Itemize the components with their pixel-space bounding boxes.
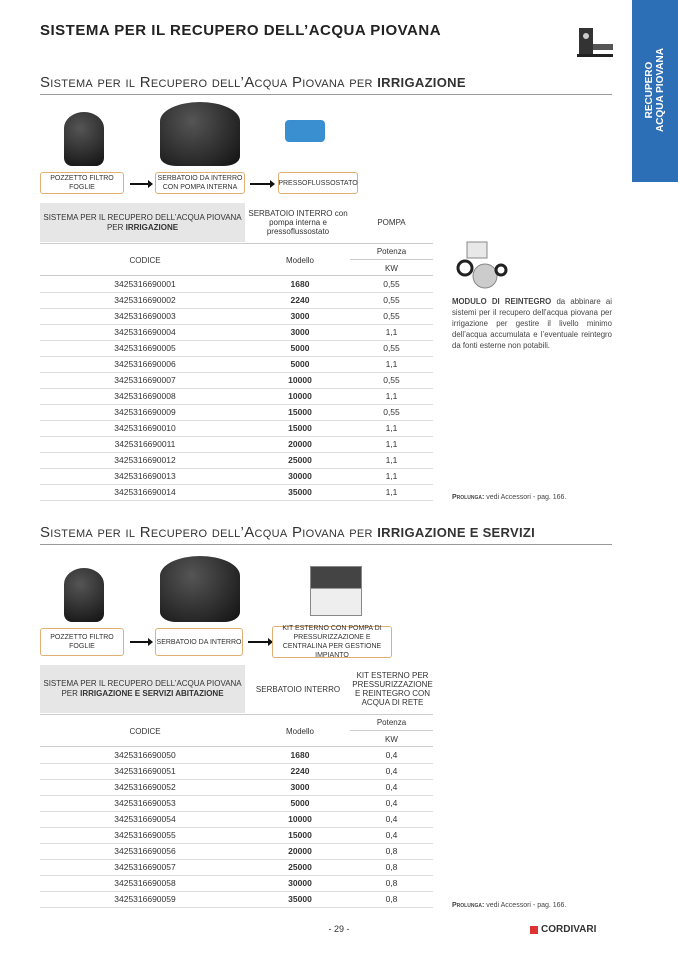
table-row (40, 747, 433, 763)
section-heading-irrigazione: Sistema per il Recupero dell’Acqua Piovana per IRRIGAZIONE (40, 74, 612, 95)
table-row (40, 468, 433, 484)
modello-header: Modello (285, 726, 314, 736)
prolunga-note-1: Prolunga: vedi Accessori - pag. 166. (452, 494, 567, 501)
modello-cell: 30000 (250, 875, 350, 891)
col-kit-header: KIT ESTERNO PER PRESSURIZZAZIONE E REINTEGRO CON ACQUA DI RETE (352, 671, 433, 707)
potenza-cell: 0,8 (350, 859, 433, 875)
page-number: - 29 - (328, 924, 350, 934)
modello-cell: 1680 (250, 276, 350, 292)
flow-step-2: SERBATOIO DA INTERRO (155, 628, 243, 656)
arrow-icon (130, 183, 150, 185)
unit-header: KW (385, 263, 398, 273)
potenza-cell: 1,1 (350, 420, 433, 436)
flow-step-2: SERBATOIO DA INTERRO CON POMPA INTERNA (155, 172, 245, 194)
codice-cell: 3425316690011 (40, 436, 250, 452)
codice-cell: 3425316690054 (40, 811, 250, 827)
codice-cell: 3425316690004 (40, 324, 250, 340)
codice-cell: 3425316690003 (40, 308, 250, 324)
page-title: SISTEMA PER IL RECUPERO DELL’ACQUA PIOVANA (40, 22, 442, 39)
codice-cell: 3425316690051 (40, 763, 250, 779)
potenza-header: Potenza (350, 244, 433, 260)
table-subheader (40, 243, 433, 276)
flow-step-1: POZZETTO FILTRO FOGLIE (40, 172, 124, 194)
codice-cell: 3425316690012 (40, 452, 250, 468)
modello-cell: 20000 (250, 436, 350, 452)
brand-logo (530, 924, 596, 935)
modello-cell: 15000 (250, 420, 350, 436)
modello-cell: 30000 (250, 468, 350, 484)
col-pompa-header: POMPA (377, 218, 406, 227)
table-row (40, 891, 433, 907)
codice-cell: 3425316690050 (40, 747, 250, 763)
potenza-cell: 1,1 (350, 388, 433, 404)
potenza-cell: 0,55 (350, 404, 433, 420)
arrow-icon (250, 183, 272, 185)
codice-cell: 3425316690058 (40, 875, 250, 891)
potenza-cell: 1,1 (350, 468, 433, 484)
table-row (40, 356, 433, 372)
codice-cell: 3425316690055 (40, 827, 250, 843)
filter-well-image (64, 568, 104, 622)
tab-line-1: RECUPERO (644, 61, 655, 119)
potenza-cell: 0,8 (350, 843, 433, 859)
tab-line-2: ACQUA PIOVANA (655, 48, 666, 132)
section-tab[interactable] (632, 0, 678, 182)
table-row (40, 875, 433, 891)
codice-cell: 3425316690053 (40, 795, 250, 811)
potenza-cell: 0,55 (350, 292, 433, 308)
potenza-cell: 0,55 (350, 308, 433, 324)
table-row (40, 843, 433, 859)
potenza-cell: 1,1 (350, 324, 433, 340)
table-subheader (40, 714, 433, 747)
modello-cell: 15000 (250, 827, 350, 843)
codice-cell: 3425316690057 (40, 859, 250, 875)
potenza-cell: 0,55 (350, 340, 433, 356)
modello-cell: 15000 (250, 404, 350, 420)
codice-cell: 3425316690009 (40, 404, 250, 420)
table-row (40, 388, 433, 404)
table-title: SISTEMA PER IL RECUPERO DELL’ACQUA PIOVANA PER IRRIGAZIONE (40, 203, 245, 242)
modello-cell: 10000 (250, 811, 350, 827)
table-row (40, 308, 433, 324)
potenza-cell: 1,1 (350, 484, 433, 500)
modello-cell: 10000 (250, 388, 350, 404)
modello-cell: 3000 (250, 779, 350, 795)
table-row (40, 859, 433, 875)
table-row (40, 779, 433, 795)
arrow-icon (130, 641, 150, 643)
col-serbatoio-header: SERBATOIO INTERRO (255, 684, 341, 694)
modello-cell: 1680 (250, 747, 350, 763)
modello-cell: 20000 (250, 843, 350, 859)
modello-cell: 5000 (250, 356, 350, 372)
modello-cell: 35000 (250, 484, 350, 500)
table-row (40, 340, 433, 356)
reintegro-module-image (455, 240, 510, 290)
prolunga-note-2: Prolunga: vedi Accessori - pag. 166. (452, 902, 567, 909)
arrow-icon (248, 641, 270, 643)
modello-cell: 25000 (250, 859, 350, 875)
potenza-cell: 0,55 (350, 372, 433, 388)
potenza-cell: 0,4 (350, 779, 433, 795)
codice-cell: 3425316690008 (40, 388, 250, 404)
tank-image (160, 556, 240, 622)
table-row (40, 763, 433, 779)
external-kit-image (310, 566, 362, 616)
modello-header: Modello (285, 255, 314, 265)
brand-mark-icon (530, 926, 538, 934)
codice-cell: 3425316690056 (40, 843, 250, 859)
codice-cell: 3425316690001 (40, 276, 250, 292)
potenza-cell: 1,1 (350, 452, 433, 468)
modello-cell: 3000 (250, 308, 350, 324)
modello-cell: 5000 (250, 795, 350, 811)
potenza-cell: 0,4 (350, 747, 433, 763)
table-row (40, 292, 433, 308)
modello-cell: 3000 (250, 324, 350, 340)
codice-cell: 3425316690059 (40, 891, 250, 907)
modello-cell: 35000 (250, 891, 350, 907)
brand-name: CORDIVARI (541, 924, 597, 935)
flow-step-3: PRESSOFLUSSOSTATO (278, 172, 358, 194)
potenza-cell: 0,4 (350, 763, 433, 779)
table-row (40, 324, 433, 340)
codice-header: CODICE (129, 255, 161, 265)
col-serbatoio-header: SERBATOIO INTERRO con pompa interna e pressoflussostato (248, 209, 348, 236)
table-title: SISTEMA PER IL RECUPERO DELL’ACQUA PIOVANA PER IRRIGAZIONE E SERVIZI ABITAZIONE (40, 665, 245, 713)
flow-step-1: POZZETTO FILTRO FOGLIE (40, 628, 124, 656)
table-row (40, 372, 433, 388)
unit-header: KW (385, 734, 398, 744)
modello-cell: 2240 (250, 763, 350, 779)
filter-well-image (64, 112, 104, 166)
potenza-cell: 0,4 (350, 811, 433, 827)
potenza-cell: 0,4 (350, 827, 433, 843)
codice-cell: 3425316690005 (40, 340, 250, 356)
table-row (40, 811, 433, 827)
codice-cell: 3425316690006 (40, 356, 250, 372)
product-table-servizi (40, 747, 433, 908)
table-row (40, 484, 433, 500)
potenza-cell: 0,8 (350, 875, 433, 891)
modello-cell: 5000 (250, 340, 350, 356)
potenza-cell: 0,8 (350, 891, 433, 907)
codice-header: CODICE (129, 726, 161, 736)
section-heading-irrigazione-servizi: Sistema per il Recupero dell’Acqua Piovana per IRRIGAZIONE E SERVIZI (40, 524, 612, 545)
table-row (40, 276, 433, 292)
tank-image (160, 102, 240, 166)
potenza-cell: 0,55 (350, 276, 433, 292)
flow-step-3: KIT ESTERNO CON POMPA DI PRESSURIZZAZIONE E CENTRALINA PER GESTIONE IMPIANTO (272, 626, 392, 658)
table-row (40, 420, 433, 436)
table-row (40, 827, 433, 843)
table-row (40, 436, 433, 452)
table-row (40, 795, 433, 811)
product-table-irrigazione (40, 276, 433, 501)
codice-cell: 3425316690010 (40, 420, 250, 436)
codice-cell: 3425316690013 (40, 468, 250, 484)
potenza-cell: 0,4 (350, 795, 433, 811)
rainwater-system-icon (575, 24, 615, 60)
table-row (40, 404, 433, 420)
pressure-switch-image (285, 120, 325, 142)
modello-cell: 10000 (250, 372, 350, 388)
modello-cell: 25000 (250, 452, 350, 468)
codice-cell: 3425316690002 (40, 292, 250, 308)
codice-cell: 3425316690014 (40, 484, 250, 500)
modello-cell: 2240 (250, 292, 350, 308)
potenza-header: Potenza (350, 715, 433, 731)
table-row (40, 452, 433, 468)
potenza-cell: 1,1 (350, 356, 433, 372)
codice-cell: 3425316690052 (40, 779, 250, 795)
reintegro-note: MODULO DI REINTEGRO da abbinare ai sistemi per il recupero dell’acqua piovana per irrigazione per gestire il livello minimo dell’acqua accumulata e l’eventuale reintegro da fonti esterne non potabili. (452, 297, 612, 350)
codice-cell: 3425316690007 (40, 372, 250, 388)
potenza-cell: 1,1 (350, 436, 433, 452)
